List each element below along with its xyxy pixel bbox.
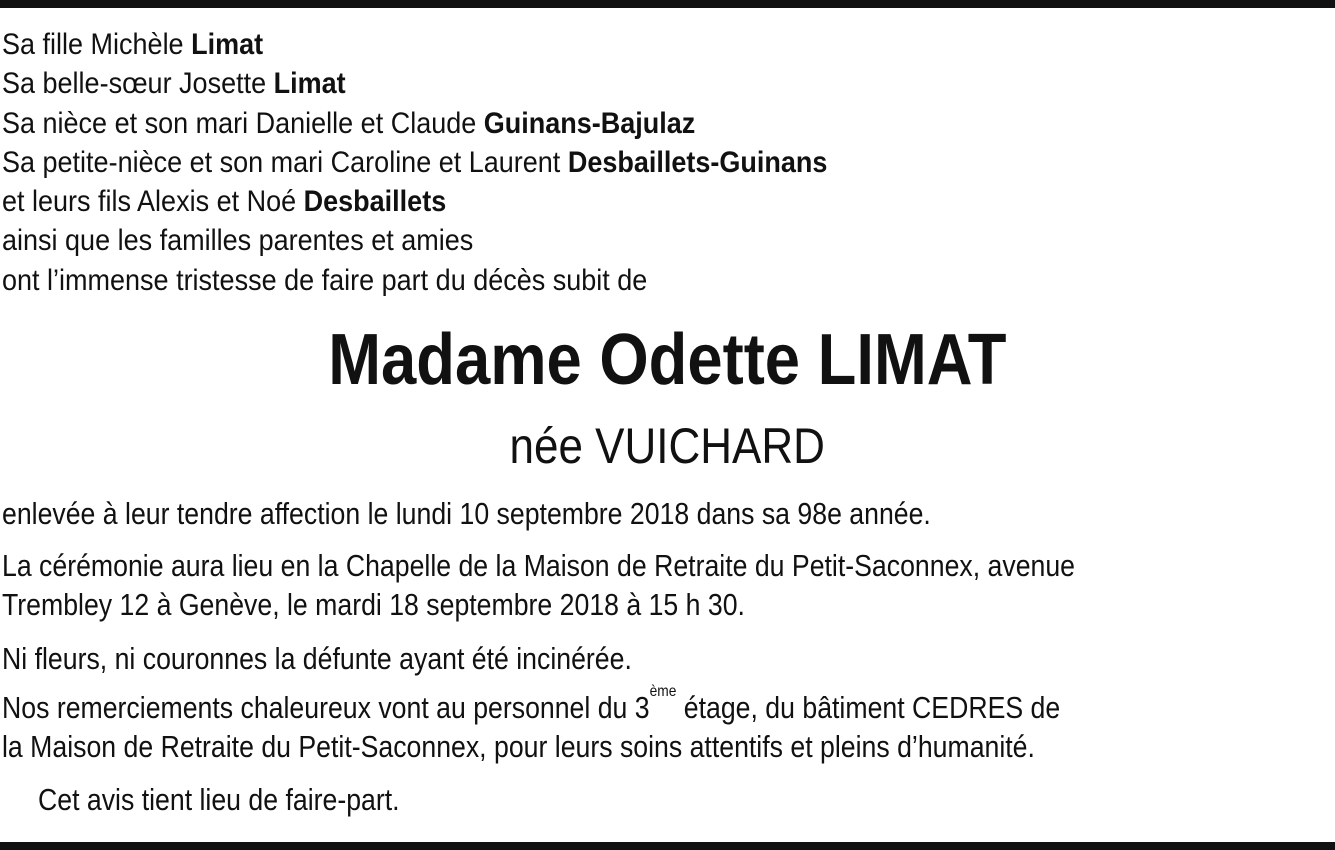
surname: Limat <box>191 28 264 61</box>
family-list <box>2 25 827 300</box>
family-line-grand-niece: Sa petite-nièce et son mari Caroline et Laurent Desbaillets-Guinans <box>2 145 828 179</box>
family-line-announcement: ont l’immense tristesse de faire part du décès subit de <box>2 263 648 297</box>
death-paragraph: enlevée à leur tendre affection le lundi 10 septembre 2018 dans sa 98e année. <box>2 496 931 531</box>
surname: Desbaillets <box>303 185 447 219</box>
family-line-sister-in-law: Sa belle-sœur Josette Limat <box>2 67 346 101</box>
deceased-name: Madame Odette LIMAT <box>328 320 1007 400</box>
bottom-rule <box>0 842 1335 850</box>
maiden-name: née VUICHARD <box>509 418 826 474</box>
surname: Guinans-Bajulaz <box>483 106 696 140</box>
flowers-paragraph: Ni fleurs, ni couronnes la défunte ayant été incinérée. <box>2 641 632 676</box>
family-line-daughter: Sa fille Michèle Limat <box>2 28 264 61</box>
ceremony-paragraph: La cérémonie aura lieu en la Chapelle de la Maison de Retraite du Petit-Saconnex, avenue Trembley 12 à Genève, le mardi 18 septembre 2018 à 15 h 30. <box>2 548 1076 622</box>
ordinal-suffix: ème <box>649 683 677 700</box>
family-line-niece: Sa nièce et son mari Danielle et Claude Guinans-Bajulaz <box>2 106 696 140</box>
family-line-relatives: ainsi que les familles parentes et amies <box>2 224 474 258</box>
surname: Limat <box>273 67 346 101</box>
thanks-paragraph: Nos remerciements chaleureux vont au personnel du 3ème étage, du bâtiment CEDRES de la Maison de Retraite du Petit-Saconnex, pour leurs soins attentifs et pleins d’humanité. <box>2 683 1061 764</box>
top-rule <box>0 0 1335 8</box>
surname: Desbaillets-Guinans <box>567 145 828 179</box>
closing-line: Cet avis tient lieu de faire-part. <box>38 782 400 817</box>
family-line-sons: et leurs fils Alexis et Noé Desbaillets <box>2 185 447 219</box>
